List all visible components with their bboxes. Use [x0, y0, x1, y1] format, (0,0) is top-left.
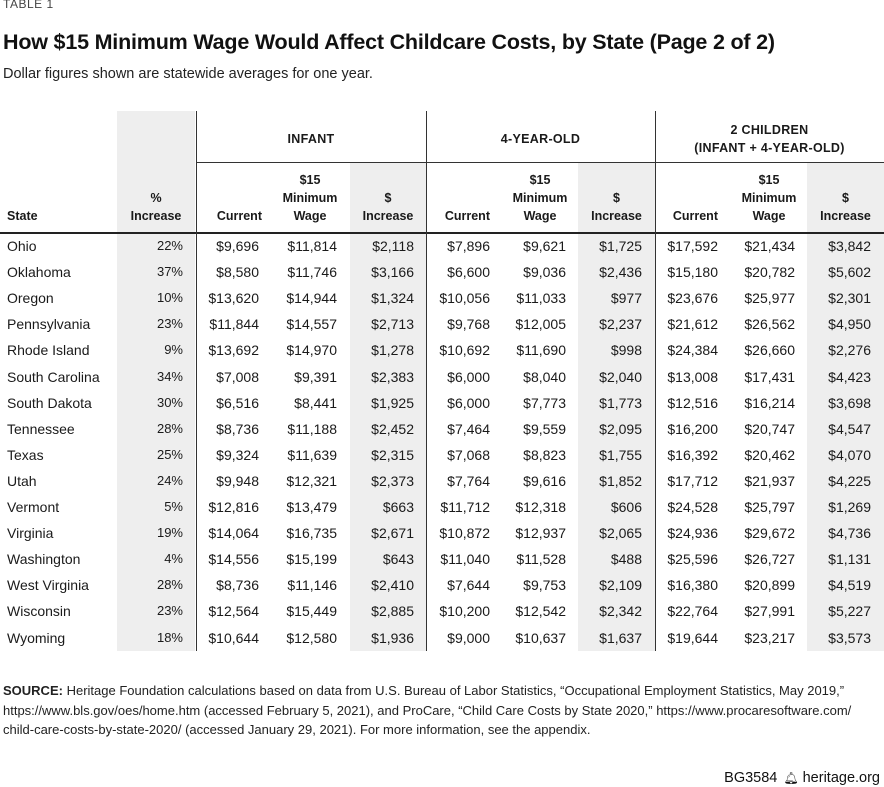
- group-header-four-year-old: 4-YEAR-OLD: [500, 132, 581, 146]
- site-name: heritage.org: [802, 770, 880, 786]
- cell-two-min: $20,782: [744, 264, 795, 281]
- cell-inf-cur: $13,620: [208, 290, 259, 307]
- cell-two-min: $17,431: [744, 368, 795, 385]
- cell-inf-min: $11,146: [287, 577, 337, 594]
- cell-four-inc: $1,755: [599, 446, 642, 463]
- cell-state: Tennessee: [7, 420, 75, 437]
- cell-inf-inc: $663: [382, 499, 414, 515]
- cell-four-cur: $7,464: [447, 420, 490, 437]
- cell-two-cur: $23,676: [667, 290, 718, 307]
- source-note: [3, 681, 863, 740]
- cell-state: Pennsylvania: [7, 316, 91, 333]
- cell-four-min: $7,773: [523, 394, 566, 411]
- cell-two-min: $20,899: [744, 577, 795, 594]
- cell-pct: 10%: [156, 290, 183, 306]
- cell-four-cur: $6,000: [447, 368, 490, 385]
- cell-four-min: $8,823: [523, 446, 566, 463]
- cell-inf-min: $8,441: [294, 394, 337, 411]
- cell-inf-min: $11,188: [287, 420, 337, 437]
- cell-inf-inc: $2,315: [371, 446, 414, 463]
- group-header-rule: [196, 162, 884, 163]
- cell-inf-min: $14,970: [286, 342, 337, 359]
- cell-inf-inc: $2,410: [371, 577, 414, 594]
- col-header-four-min-wage: $15 Minimum Wage: [512, 173, 568, 223]
- cell-four-cur: $10,200: [439, 603, 490, 620]
- cell-two-cur: $19,644: [667, 629, 718, 646]
- cell-inf-inc: $2,373: [371, 472, 414, 489]
- cell-inf-inc: $1,925: [371, 394, 414, 411]
- cell-inf-cur: $14,556: [208, 551, 259, 568]
- cell-pct: 23%: [156, 316, 183, 332]
- cell-four-inc: $2,065: [599, 525, 642, 542]
- table-row: [0, 546, 884, 572]
- cell-four-inc: $1,852: [599, 472, 642, 489]
- cell-four-inc: $2,040: [599, 368, 642, 385]
- cell-inf-min: $14,557: [286, 316, 337, 333]
- cell-pct: 28%: [156, 577, 183, 593]
- cell-inf-cur: $9,324: [216, 446, 259, 463]
- cell-four-min: $8,040: [523, 368, 566, 385]
- cell-inf-min: $15,199: [286, 551, 337, 568]
- cell-four-inc: $998: [610, 342, 642, 359]
- cell-four-cur: $7,644: [447, 577, 490, 594]
- cell-inf-min: $11,746: [287, 264, 337, 281]
- cell-pct: 25%: [156, 446, 183, 462]
- cell-two-cur: $25,596: [667, 551, 718, 568]
- cell-two-cur: $16,200: [667, 420, 718, 437]
- liberty-bell-icon: 🔔︎: [783, 771, 799, 785]
- cell-four-inc: $1,725: [599, 238, 642, 254]
- cell-two-inc: $1,131: [828, 551, 871, 568]
- cell-inf-min: $14,944: [286, 290, 337, 307]
- cell-two-inc: $4,547: [828, 420, 871, 437]
- cell-inf-inc: $1,936: [371, 629, 414, 646]
- cell-inf-min: $13,479: [286, 499, 337, 515]
- cell-state: Oregon: [7, 290, 54, 307]
- cell-four-min: $10,637: [515, 629, 566, 646]
- cell-four-min: $11,528: [516, 551, 566, 568]
- cell-state: Washington: [7, 551, 81, 568]
- cell-pct: 19%: [156, 525, 183, 541]
- cell-pct: 5%: [164, 499, 183, 514]
- source-label: SOURCE:: [3, 683, 63, 698]
- cell-state: West Virginia: [7, 577, 89, 594]
- table-row: [0, 233, 884, 259]
- table-subtitle: Dollar figures shown are statewide averages for one year.: [3, 66, 373, 82]
- cell-inf-cur: $14,064: [208, 525, 259, 542]
- cell-state: Wisconsin: [7, 603, 71, 620]
- cell-pct: 23%: [156, 603, 183, 619]
- table-title: How $15 Minimum Wage Would Affect Childcare Costs, by State (Page 2 of 2): [3, 30, 775, 54]
- cell-two-inc: $3,573: [828, 629, 871, 646]
- cell-four-inc: $2,095: [599, 420, 642, 437]
- cell-inf-inc: $2,713: [371, 316, 414, 333]
- cell-two-inc: $4,736: [828, 525, 871, 542]
- cell-two-inc: $5,602: [828, 264, 871, 281]
- cell-inf-inc: $2,885: [371, 603, 414, 620]
- cell-two-cur: $17,592: [667, 238, 718, 254]
- cell-two-inc: $1,269: [828, 499, 871, 515]
- cell-pct: 28%: [156, 420, 183, 436]
- cell-inf-inc: $643: [382, 551, 414, 568]
- cell-two-min: $26,727: [744, 551, 795, 568]
- cell-four-min: $12,542: [515, 603, 566, 620]
- cell-two-cur: $16,380: [667, 577, 718, 594]
- cell-inf-cur: $10,644: [208, 629, 259, 646]
- col-header-infant-min-wage: $15 Minimum Wage: [282, 173, 338, 223]
- cell-inf-cur: $12,564: [208, 603, 259, 620]
- cell-four-min: $11,690: [516, 342, 566, 359]
- cell-two-cur: $13,008: [667, 368, 718, 385]
- cell-two-min: $23,217: [744, 629, 795, 646]
- cell-two-cur: $24,936: [667, 525, 718, 542]
- cell-four-inc: $2,342: [599, 603, 642, 620]
- cell-pct: 18%: [156, 629, 183, 645]
- cell-four-inc: $2,436: [599, 264, 642, 281]
- cell-two-min: $27,991: [744, 603, 795, 620]
- col-header-four-increase: $ Increase: [591, 191, 642, 223]
- cell-state: Utah: [7, 472, 37, 489]
- cell-inf-min: $11,814: [287, 238, 337, 254]
- cell-two-min: $20,462: [744, 446, 795, 463]
- cell-pct: 30%: [156, 394, 183, 410]
- cell-inf-inc: $2,383: [371, 368, 414, 385]
- cell-four-min: $9,036: [523, 264, 566, 281]
- cell-two-inc: $2,276: [828, 342, 871, 359]
- cell-state: South Dakota: [7, 394, 92, 411]
- table-row: [0, 598, 884, 624]
- cell-state: Rhode Island: [7, 342, 90, 359]
- cell-four-cur: $9,768: [447, 316, 490, 333]
- cell-state: South Carolina: [7, 368, 100, 385]
- cell-two-min: $20,747: [744, 420, 795, 437]
- cell-four-min: $9,616: [523, 472, 566, 489]
- cell-four-min: $12,937: [515, 525, 566, 542]
- cell-two-min: $25,797: [744, 499, 795, 515]
- cell-pct: 22%: [156, 238, 183, 253]
- cell-two-min: $16,214: [744, 394, 795, 411]
- table-row: [0, 442, 884, 468]
- cell-two-inc: $4,950: [828, 316, 871, 333]
- cell-inf-cur: $6,516: [216, 394, 259, 411]
- cell-four-min: $9,621: [523, 238, 566, 254]
- cell-inf-cur: $11,844: [209, 316, 259, 333]
- col-header-two-increase: $ Increase: [820, 191, 871, 223]
- cell-four-inc: $2,237: [599, 316, 642, 333]
- cell-inf-cur: $12,816: [208, 499, 259, 515]
- table-label: TABLE 1: [3, 0, 54, 11]
- cell-four-min: $11,033: [516, 290, 566, 307]
- cell-two-inc: $3,842: [828, 238, 871, 254]
- table-row: [0, 337, 884, 363]
- col-header-infant-increase: $ Increase: [362, 191, 414, 223]
- cell-state: Vermont: [7, 499, 60, 515]
- cell-two-inc: $4,070: [828, 446, 871, 463]
- cell-two-inc: $4,519: [828, 577, 871, 594]
- cell-two-inc: $5,227: [828, 603, 871, 620]
- report-code: BG3584: [724, 770, 778, 786]
- cell-two-min: $26,660: [744, 342, 795, 359]
- cell-four-cur: $10,692: [439, 342, 490, 359]
- cell-four-inc: $1,637: [599, 629, 642, 646]
- table-row: [0, 572, 884, 598]
- cell-two-cur: $24,384: [667, 342, 718, 359]
- cell-inf-inc: $2,671: [371, 525, 414, 542]
- col-header-state: State: [7, 209, 38, 223]
- col-header-two-current: Current: [672, 209, 718, 223]
- cell-inf-min: $16,735: [286, 525, 337, 542]
- cell-four-inc: $2,109: [599, 577, 642, 594]
- data-table: [0, 111, 884, 651]
- cell-four-inc: $1,773: [599, 394, 642, 411]
- cell-pct: 37%: [156, 264, 183, 280]
- cell-inf-inc: $1,324: [371, 290, 414, 307]
- table-row: [0, 468, 884, 494]
- cell-two-min: $26,562: [744, 316, 795, 333]
- cell-two-inc: $4,423: [828, 368, 871, 385]
- col-header-infant-current: Current: [216, 209, 262, 223]
- cell-inf-min: $12,321: [286, 472, 337, 489]
- table-row: [0, 494, 884, 520]
- cell-two-cur: $15,180: [667, 264, 718, 281]
- table-row: [0, 364, 884, 390]
- col-header-four-current: Current: [444, 209, 490, 223]
- cell-inf-inc: $1,278: [371, 342, 414, 359]
- cell-inf-min: $12,580: [286, 629, 337, 646]
- cell-inf-cur: $8,736: [216, 420, 259, 437]
- cell-state: Texas: [7, 446, 44, 463]
- cell-pct: 4%: [164, 551, 183, 567]
- cell-two-cur: $24,528: [667, 499, 718, 515]
- cell-state: Virginia: [7, 525, 54, 542]
- cell-two-cur: $22,764: [667, 603, 718, 620]
- group-header-two-children: 2 CHILDREN (INFANT + 4-YEAR-OLD): [694, 123, 845, 155]
- cell-four-cur: $11,712: [440, 499, 490, 515]
- col-header-two-min-wage: $15 Minimum Wage: [741, 173, 797, 223]
- cell-four-min: $12,318: [515, 499, 566, 515]
- cell-pct: 24%: [156, 472, 183, 488]
- cell-four-cur: $7,764: [447, 472, 490, 489]
- table-row: [0, 259, 884, 285]
- cell-inf-cur: $8,736: [216, 577, 259, 594]
- cell-two-cur: $21,612: [667, 316, 718, 333]
- cell-inf-min: $9,391: [294, 368, 337, 385]
- col-header-pct-increase: % Increase: [130, 191, 182, 223]
- cell-two-min: $21,434: [744, 238, 795, 254]
- cell-inf-inc: $2,118: [372, 238, 414, 254]
- cell-inf-cur: $7,008: [216, 368, 259, 385]
- cell-inf-min: $11,639: [287, 446, 337, 463]
- group-header-infant: INFANT: [287, 132, 335, 146]
- footer: [724, 770, 880, 786]
- cell-four-inc: $488: [610, 551, 642, 568]
- cell-inf-inc: $3,166: [371, 264, 414, 281]
- cell-four-cur: $10,056: [439, 290, 490, 307]
- table-row: [0, 390, 884, 416]
- cell-two-cur: $16,392: [667, 446, 718, 463]
- cell-state: Oklahoma: [7, 264, 71, 281]
- cell-two-cur: $17,712: [667, 472, 718, 489]
- cell-two-min: $29,672: [744, 525, 795, 542]
- table-row: [0, 520, 884, 546]
- cell-two-min: $21,937: [744, 472, 795, 489]
- table-row: [0, 625, 884, 651]
- cell-two-min: $25,977: [744, 290, 795, 307]
- cell-four-inc: $606: [610, 499, 642, 515]
- cell-four-cur: $6,000: [447, 394, 490, 411]
- cell-four-min: $9,753: [523, 577, 566, 594]
- cell-pct: 34%: [156, 368, 183, 384]
- cell-two-inc: $4,225: [828, 472, 871, 489]
- cell-two-cur: $12,516: [667, 394, 718, 411]
- table-row: [0, 311, 884, 337]
- cell-pct: 9%: [164, 342, 183, 358]
- cell-state: Ohio: [7, 238, 37, 254]
- cell-four-min: $9,559: [523, 420, 566, 437]
- cell-four-inc: $977: [610, 290, 642, 307]
- cell-two-inc: $2,301: [828, 290, 871, 307]
- cell-four-cur: $6,600: [447, 264, 490, 281]
- cell-inf-cur: $8,580: [216, 264, 259, 281]
- cell-state: Wyoming: [7, 629, 66, 646]
- table-row: [0, 285, 884, 311]
- cell-inf-cur: $9,696: [216, 238, 259, 254]
- cell-inf-inc: $2,452: [371, 420, 414, 437]
- cell-four-cur: $7,896: [447, 238, 490, 254]
- source-text: Heritage Foundation calculations based on data from U.S. Bureau of Labor Statistics, “Occupational Employment Statistics, May 2019,” https://www.bls.gov/oes/home.htm (accessed February 5, 2021), and ProCare, “Child Care Costs by State 2020,” https://www.procaresoftware.com/ child-care-costs-by-state-2020/ (accessed January 29, 2021). For more information, see the appendix.: [3, 683, 852, 737]
- table-row: [0, 416, 884, 442]
- cell-four-cur: $9,000: [447, 629, 490, 646]
- cell-four-cur: $11,040: [440, 551, 490, 568]
- cell-four-min: $12,005: [515, 316, 566, 333]
- cell-inf-min: $15,449: [286, 603, 337, 620]
- cell-inf-cur: $9,948: [216, 472, 259, 489]
- cell-two-inc: $3,698: [828, 394, 871, 411]
- cell-four-cur: $10,872: [439, 525, 490, 542]
- cell-four-cur: $7,068: [447, 446, 490, 463]
- cell-inf-cur: $13,692: [208, 342, 259, 359]
